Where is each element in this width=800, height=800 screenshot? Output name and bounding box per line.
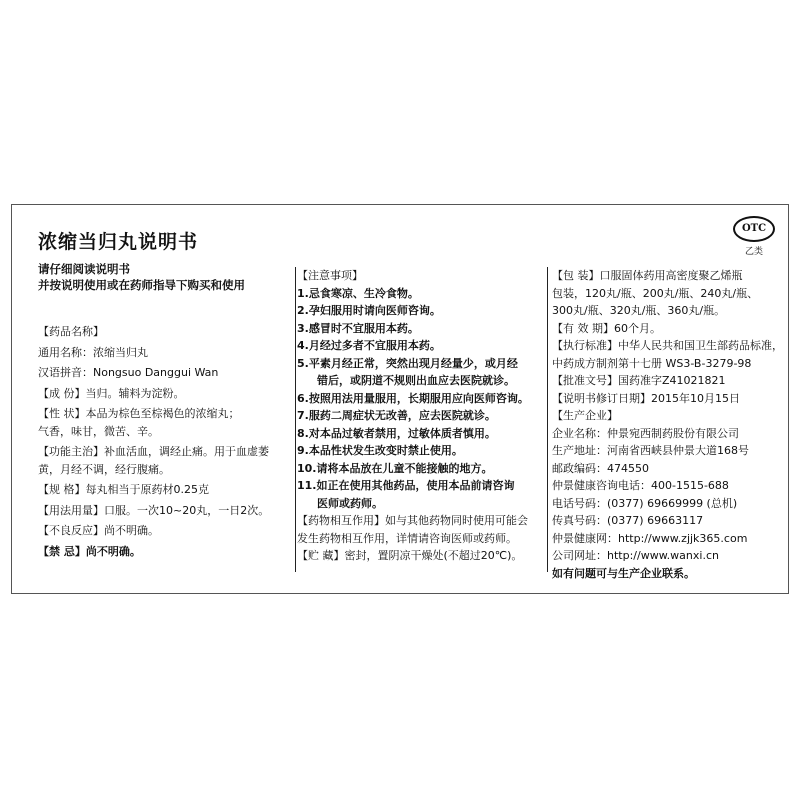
drug-info-line: 【用法用量】口服。一次10~20丸，一日2次。 xyxy=(38,503,270,517)
precaution-line: 7.服药二周症状无改善，应去医院就诊。 xyxy=(297,409,496,422)
manufacturer-line: 邮政编码：474550 xyxy=(552,461,649,475)
precaution-line: 【注意事项】 xyxy=(297,269,363,282)
otc-badge xyxy=(732,216,776,257)
manufacturer-line: 电话号码：(0377) 69669999 (总机) xyxy=(552,496,738,510)
reading-instructions xyxy=(38,261,245,293)
column-divider xyxy=(295,267,296,572)
drug-info-line: 黄，月经不调，经行腹痛。 xyxy=(38,462,170,476)
precaution-line: 1.忌食寒凉、生冷食物。 xyxy=(297,286,419,300)
leaflet-sheet xyxy=(11,204,789,594)
manufacturer-line: 中药成方制剂第十七册 WS3-B-3279-98 xyxy=(552,356,752,370)
precaution-line: 11.如正在使用其他药品，使用本品前请咨询 xyxy=(297,479,515,492)
drug-info-line: 气香，味甘，微苦、辛。 xyxy=(38,424,159,438)
manufacturer-line: 【执行标准】中华人民共和国卫生部药品标准， xyxy=(552,339,783,352)
instruction-line: 请仔细阅读说明书 xyxy=(38,262,130,276)
precaution-line: 2.孕妇服用时请向医师咨询。 xyxy=(297,304,441,317)
manufacturer-line: 包装，120丸/瓶、200丸/瓶、240丸/瓶、 xyxy=(552,286,759,300)
precaution-line: 【贮 藏】密封，置阴凉干燥处(不超过20℃)。 xyxy=(297,549,523,562)
manufacturer-line: 生产地址：河南省西峡县仲景大道168号 xyxy=(552,444,749,457)
drug-info-line: 【成 份】当归。辅料为淀粉。 xyxy=(38,386,185,400)
drug-info-line: 【禁 忌】尚不明确。 xyxy=(38,544,141,558)
document-title: 浓缩当归丸说明书 xyxy=(38,231,199,253)
column-divider xyxy=(547,267,548,572)
otc-class-label: 乙类 xyxy=(744,247,763,257)
precaution-line: 9.本品性状发生改变时禁止使用。 xyxy=(297,444,463,457)
precaution-line: 医师或药师。 xyxy=(317,496,383,510)
manufacturer-line: 【有 效 期】60个月。 xyxy=(552,321,661,335)
drug-info-line: 汉语拼音：Nongsuo Danggui Wan xyxy=(38,366,219,379)
drug-info-line: 【性 状】本品为棕色至棕褐色的浓缩丸； xyxy=(38,407,240,420)
drug-info-line: 【规 格】每丸相当于原药材0.25克 xyxy=(38,483,209,496)
drug-info-column xyxy=(38,323,293,560)
manufacturer-line: 【生产企业】 xyxy=(552,409,618,422)
drug-info-line: 【功能主治】补血活血，调经止痛。用于血虚萎 xyxy=(38,445,269,458)
manufacturer-line: 【说明书修订日期】2015年10月15日 xyxy=(552,391,740,405)
manufacturer-line: 传真号码：(0377) 69663117 xyxy=(552,514,704,527)
manufacturer-line: 【包 装】口服固体药用高密度聚乙烯瓶 xyxy=(552,269,743,282)
precautions-column xyxy=(297,267,537,565)
manufacturer-line: 公司网址：http://www.wanxi.cn xyxy=(552,549,719,562)
manufacturer-line: 仲景健康网：http://www.zjjk365.com xyxy=(552,531,748,545)
precaution-line: 3.感冒时不宜服用本药。 xyxy=(297,321,419,335)
precaution-line: 8.对本品过敏者禁用，过敏体质者慎用。 xyxy=(297,426,496,440)
drug-info-line: 通用名称：浓缩当归丸 xyxy=(38,345,148,359)
otc-mark: OTC xyxy=(733,216,775,242)
manufacturer-line: 企业名称：仲景宛西制药股份有限公司 xyxy=(552,426,739,440)
precaution-line: 【药物相互作用】如与其他药物同时使用可能会 xyxy=(297,514,528,527)
instruction-line: 并按说明使用或在药师指导下购买和使用 xyxy=(38,278,245,292)
manufacturer-line: 【批准文号】国药准字Z41021821 xyxy=(552,374,726,387)
precaution-line: 10.请将本品放在儿童不能接触的地方。 xyxy=(297,461,493,475)
precaution-line: 6.按照用法用量服用，长期服用应向医师咨询。 xyxy=(297,391,529,405)
precaution-line: 5.平素月经正常，突然出现月经量少，或月经 xyxy=(297,356,518,370)
manufacturer-column xyxy=(552,267,783,582)
drug-info-line: 【不良反应】尚不明确。 xyxy=(38,524,159,537)
drug-info-line: 【药品名称】 xyxy=(38,325,104,338)
precaution-line: 错后，或阴道不规则出血应去医院就诊。 xyxy=(317,374,515,387)
manufacturer-line: 如有问题可与生产企业联系。 xyxy=(552,566,695,580)
manufacturer-line: 300丸/瓶、320丸/瓶、360丸/瓶。 xyxy=(552,304,726,317)
precaution-line: 4.月经过多者不宜服用本药。 xyxy=(297,339,441,352)
precaution-line: 发生药物相互作用，详情请咨询医师或药师。 xyxy=(297,531,517,545)
manufacturer-line: 仲景健康咨询电话：400-1515-688 xyxy=(552,479,729,492)
